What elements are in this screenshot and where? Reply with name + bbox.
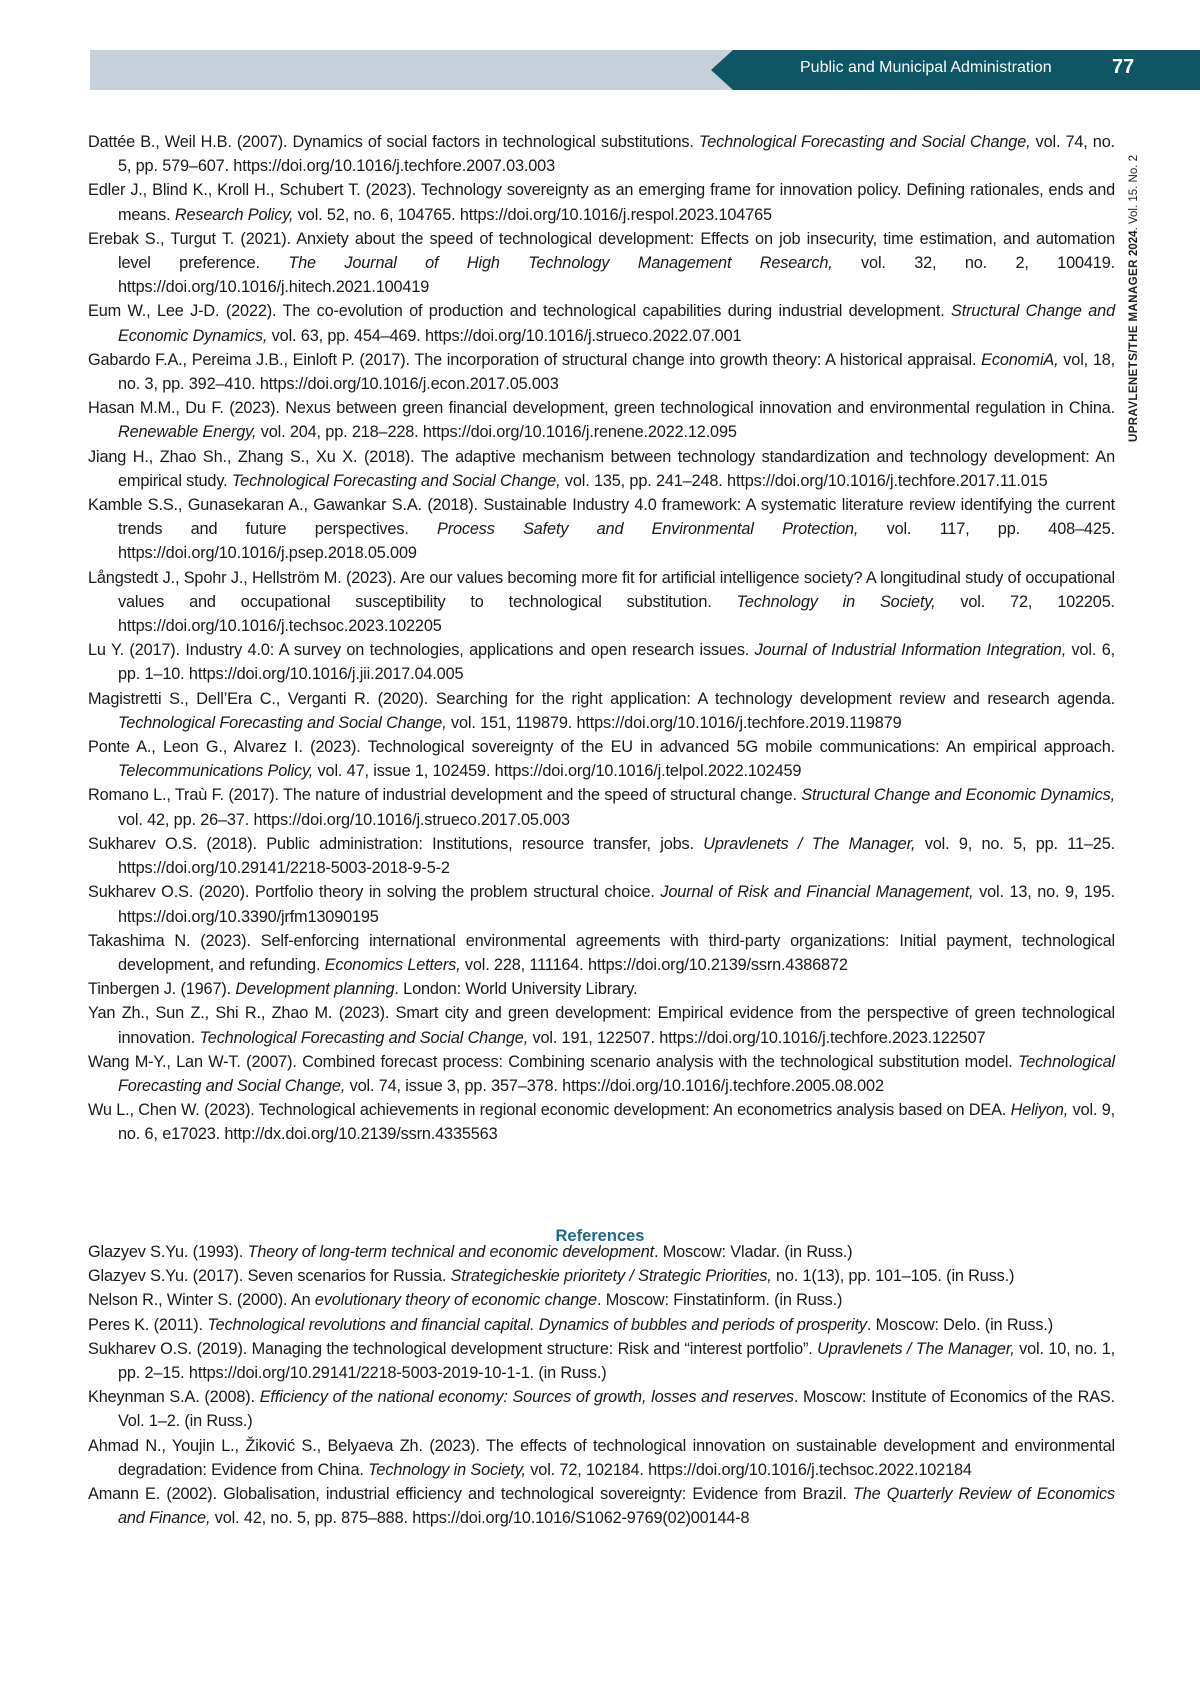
reference-source: Telecommunications Policy, [118, 762, 313, 780]
reference-entry [88, 638, 1115, 686]
reference-authors: Erebak S., Turgut T. (2021). Anxiety about the speed of technological development: Effects on job insecurity, time estimation, and automation level preference. [88, 230, 1115, 272]
reference-authors: Kheynman S.A. (2008). [88, 1388, 260, 1406]
reference-entry [88, 396, 1115, 444]
reference-authors: Lu Y. (2017). Industry 4.0: A survey on technologies, applications and open research issues. [88, 641, 755, 659]
reference-source: Research Policy, [175, 206, 294, 224]
reference-list-transliterated [88, 1240, 1115, 1530]
reference-entry [88, 1482, 1115, 1530]
reference-details: . Moscow: Vladar. (in Russ.) [654, 1243, 852, 1261]
reference-source: Technological Forecasting and Social Change, [199, 1029, 528, 1047]
reference-details: vol. 42, no. 5, pp. 875–888. https://doi.org/10.1016/S1062-9769(02)00144-8 [210, 1509, 749, 1527]
reference-details: vol. 72, 102184. https://doi.org/10.1016/j.techsoc.2022.102184 [526, 1461, 972, 1479]
reference-authors: Magistretti S., Dell’Era C., Verganti R. (2020). Searching for the right application: A technology development review and research agenda. [88, 690, 1115, 708]
reference-entry [88, 445, 1115, 493]
reference-entry [88, 130, 1115, 178]
reference-details: vol. 6, pp. 1–10. https://doi.org/10.1016/j.jii.2017.04.005 [118, 641, 1115, 683]
reference-entry [88, 493, 1115, 566]
reference-source: Technological Forecasting and Social Change, [118, 1053, 1115, 1095]
reference-details: no. 1(13), pp. 101–105. (in Russ.) [772, 1267, 1015, 1285]
reference-source: EconomiA, [981, 351, 1058, 369]
reference-source: Development planning [235, 980, 394, 998]
reference-details: vol. 204, pp. 218–228. https://doi.org/10.1016/j.renene.2022.12.095 [256, 423, 736, 441]
reference-authors: Glazyev S.Yu. (2017). Seven scenarios for Russia. [88, 1267, 451, 1285]
reference-authors: Eum W., Lee J-D. (2022). The co-evolution of production and technological capabilities during industrial development. [88, 302, 951, 320]
reference-source: Journal of Industrial Information Integration, [755, 641, 1066, 659]
reference-source: Technology in Society, [368, 1461, 526, 1479]
reference-entry [88, 783, 1115, 831]
journal-year: 2024 [1128, 230, 1140, 256]
reference-entry [88, 687, 1115, 735]
reference-authors: Kamble S.S., Gunasekaran A., Gawankar S.A. (2018). Sustainable Industry 4.0 framework: A systematic literature review identifying the current trends and future perspectives. [88, 496, 1115, 538]
reference-source: Strategicheskie prioritety / Strategic Priorities, [451, 1267, 772, 1285]
reference-source: Technological Forecasting and Social Change, [232, 472, 561, 490]
reference-source: Economics Letters, [325, 956, 461, 974]
reference-entry [88, 1385, 1115, 1433]
journal-side-label [1124, 112, 1144, 442]
reference-source: Journal of Risk and Financial Management, [660, 883, 973, 901]
reference-details: vol. 117, pp. 408–425. https://doi.org/10.1016/j.psep.2018.05.009 [118, 520, 1115, 562]
reference-entry [88, 348, 1115, 396]
reference-authors: Wang M-Y., Lan W-T. (2007). Combined forecast process: Combining scenario analysis with the technological substitution model. [88, 1053, 1018, 1071]
reference-details: vol. 135, pp. 241–248. https://doi.org/10.1016/j.techfore.2017.11.015 [560, 472, 1047, 490]
reference-entry [88, 227, 1115, 300]
reference-entry [88, 977, 1115, 1001]
reference-details: vol. 9, no. 5, pp. 11–25. https://doi.org/10.29141/2218-5003-2018-9-5-2 [118, 835, 1115, 877]
reference-authors: Amann E. (2002). Globalisation, industrial efficiency and technological sovereignty: Evidence from Brazil. [88, 1485, 853, 1503]
reference-details: . Moscow: Finstatinform. (in Russ.) [597, 1291, 842, 1309]
reference-entry [88, 1264, 1115, 1288]
reference-authors: Peres K. (2011). [88, 1316, 207, 1334]
reference-authors: Ahmad N., Youjin L., Žiković S., Belyaeva Zh. (2023). The effects of technological innovation on sustainable development and environmental degradation: Evidence from China. [88, 1437, 1115, 1479]
reference-authors: Nelson R., Winter S. (2000). An [88, 1291, 315, 1309]
reference-source: Upravlenets / The Manager, [703, 835, 915, 853]
reference-details: vol. 151, 119879. https://doi.org/10.1016/j.techfore.2019.119879 [447, 714, 902, 732]
reference-list-english [88, 130, 1115, 1147]
reference-details: vol. 191, 122507. https://doi.org/10.1016/j.techfore.2023.122507 [528, 1029, 985, 1047]
reference-source: Technological Forecasting and Social Change, [699, 133, 1031, 151]
reference-authors: Sukharev O.S. (2019). Managing the technological development structure: Risk and “interest portfolio”. [88, 1340, 817, 1358]
reference-details: vol. 9, no. 6, e17023. http://dx.doi.org/10.2139/ssrn.4335563 [118, 1101, 1115, 1143]
reference-authors: Hasan M.M., Du F. (2023). Nexus between green financial development, green technological innovation and environmental regulation in China. [88, 399, 1115, 417]
reference-source: Efficiency of the national economy: Sources of growth, losses and reserves [260, 1388, 794, 1406]
reference-authors: Sukharev O.S. (2018). Public administration: Institutions, resource transfer, jobs. [88, 835, 703, 853]
reference-entry [88, 929, 1115, 977]
reference-source: Technological revolutions and financial capital. Dynamics of bubbles and periods of prosperity [207, 1316, 867, 1334]
reference-authors: Takashima N. (2023). Self-enforcing international environmental agreements with third-party organizations: Initial payment, technological development, and refunding. [88, 932, 1115, 974]
section-title: Public and Municipal Administration [800, 58, 1052, 78]
reference-entry [88, 178, 1115, 226]
reference-details: vol. 13, no. 9, 195. https://doi.org/10.3390/jrfm13090195 [118, 883, 1115, 925]
reference-details: vol. 47, issue 1, 102459. https://doi.org/10.1016/j.telpol.2022.102459 [313, 762, 801, 780]
reference-authors: Gabardo F.A., Pereima J.B., Einloft P. (2017). The incorporation of structural change into growth theory: A historical appraisal. [88, 351, 981, 369]
reference-source: Heliyon, [1011, 1101, 1069, 1119]
reference-source: Structural Change and Economic Dynamics, [801, 786, 1115, 804]
reference-details: vol, 18, no. 3, pp. 392–410. https://doi.org/10.1016/j.econ.2017.05.003 [118, 351, 1115, 393]
reference-source: Theory of long-term technical and economic development [248, 1243, 654, 1261]
journal-issue: . Vol. 15. No. 2 [1128, 155, 1140, 230]
journal-name: UPRAVLENETS/THE MANAGER [1128, 259, 1140, 442]
reference-entry [88, 566, 1115, 639]
reference-details: vol. 63, pp. 454–469. https://doi.org/10.1016/j.strueco.2022.07.001 [267, 327, 741, 345]
reference-entry [88, 1288, 1115, 1312]
reference-authors: Dattée B., Weil H.B. (2007). Dynamics of social factors in technological substitutions. [88, 133, 699, 151]
references-heading: References [0, 1227, 1200, 1246]
reference-entry [88, 1001, 1115, 1049]
reference-authors: Ponte A., Leon G., Alvarez I. (2023). Technological sovereignty of the EU in advanced 5G mobile communications: An empirical approach. [88, 738, 1115, 756]
reference-source: Structural Change and Economic Dynamics, [118, 302, 1115, 344]
reference-entry [88, 299, 1115, 347]
reference-entry [88, 735, 1115, 783]
page-number: 77 [1112, 55, 1134, 79]
reference-source: Upravlenets / The Manager, [817, 1340, 1014, 1358]
reference-details: vol. 52, no. 6, 104765. https://doi.org/10.1016/j.respol.2023.104765 [293, 206, 771, 224]
reference-authors: Edler J., Blind K., Kroll H., Schubert T. (2023). Technology sovereignty as an emerging frame for innovation policy. Defining rationales, ends and means. [88, 181, 1115, 223]
reference-entry [88, 1240, 1115, 1264]
reference-entry [88, 832, 1115, 880]
reference-source: Technology in Society, [737, 593, 936, 611]
reference-authors: Romano L., Traù F. (2017). The nature of industrial development and the speed of structural change. [88, 786, 801, 804]
reference-entry [88, 1337, 1115, 1385]
reference-authors: Wu L., Chen W. (2023). Technological achievements in regional economic development: An econometrics analysis based on DEA. [88, 1101, 1011, 1119]
reference-details: vol. 74, issue 3, pp. 357–378. https://doi.org/10.1016/j.techfore.2005.08.002 [345, 1077, 884, 1095]
reference-details: . Moscow: Delo. (in Russ.) [867, 1316, 1053, 1334]
reference-entry [88, 1313, 1115, 1337]
reference-entry [88, 1434, 1115, 1482]
reference-details: . Moscow: Institute of Economics of the RAS. Vol. 1–2. (in Russ.) [118, 1388, 1115, 1430]
reference-source: Process Safety and Environmental Protection, [437, 520, 858, 538]
reference-source: The Journal of High Technology Management Research, [288, 254, 832, 272]
reference-authors: Glazyev S.Yu. (1993). [88, 1243, 248, 1261]
reference-authors: Yan Zh., Sun Z., Shi R., Zhao M. (2023). Smart city and green development: Empirical evidence from the perspective of green technological innovation. [88, 1004, 1115, 1046]
reference-authors: Jiang H., Zhao Sh., Zhang S., Xu X. (2018). The adaptive mechanism between technology standardization and technology development: An empirical study. [88, 448, 1115, 490]
reference-details: vol. 228, 111164. https://doi.org/10.2139/ssrn.4386872 [460, 956, 847, 974]
reference-details: . London: World University Library. [394, 980, 637, 998]
reference-source: Technological Forecasting and Social Change, [118, 714, 447, 732]
reference-details: vol. 10, no. 1, pp. 2–15. https://doi.org/10.29141/2218-5003-2019-10-1-1. (in Russ.) [118, 1340, 1115, 1382]
reference-authors: Sukharev O.S. (2020). Portfolio theory in solving the problem structural choice. [88, 883, 660, 901]
reference-source: Renewable Energy, [118, 423, 256, 441]
reference-entry [88, 1098, 1115, 1146]
reference-authors: Tinbergen J. (1967). [88, 980, 235, 998]
reference-authors: Långstedt J., Spohr J., Hellström M. (2023). Are our values becoming more fit for artificial intelligence society? A longitudinal study of occupational values and occupational susceptibility to technological substitution. [88, 569, 1115, 611]
reference-details: vol. 74, no. 5, pp. 579–607. https://doi.org/10.1016/j.techfore.2007.03.003 [118, 133, 1115, 175]
reference-details: vol. 42, pp. 26–37. https://doi.org/10.1016/j.strueco.2017.05.003 [118, 811, 570, 829]
reference-source: The Quarterly Review of Economics and Finance, [118, 1485, 1115, 1527]
reference-entry [88, 1050, 1115, 1098]
reference-entry [88, 880, 1115, 928]
reference-details: vol. 72, 102205. https://doi.org/10.1016/j.techsoc.2023.102205 [118, 593, 1115, 635]
reference-source: evolutionary theory of economic change [315, 1291, 597, 1309]
reference-details: vol. 32, no. 2, 100419. https://doi.org/10.1016/j.hitech.2021.100419 [118, 254, 1115, 296]
